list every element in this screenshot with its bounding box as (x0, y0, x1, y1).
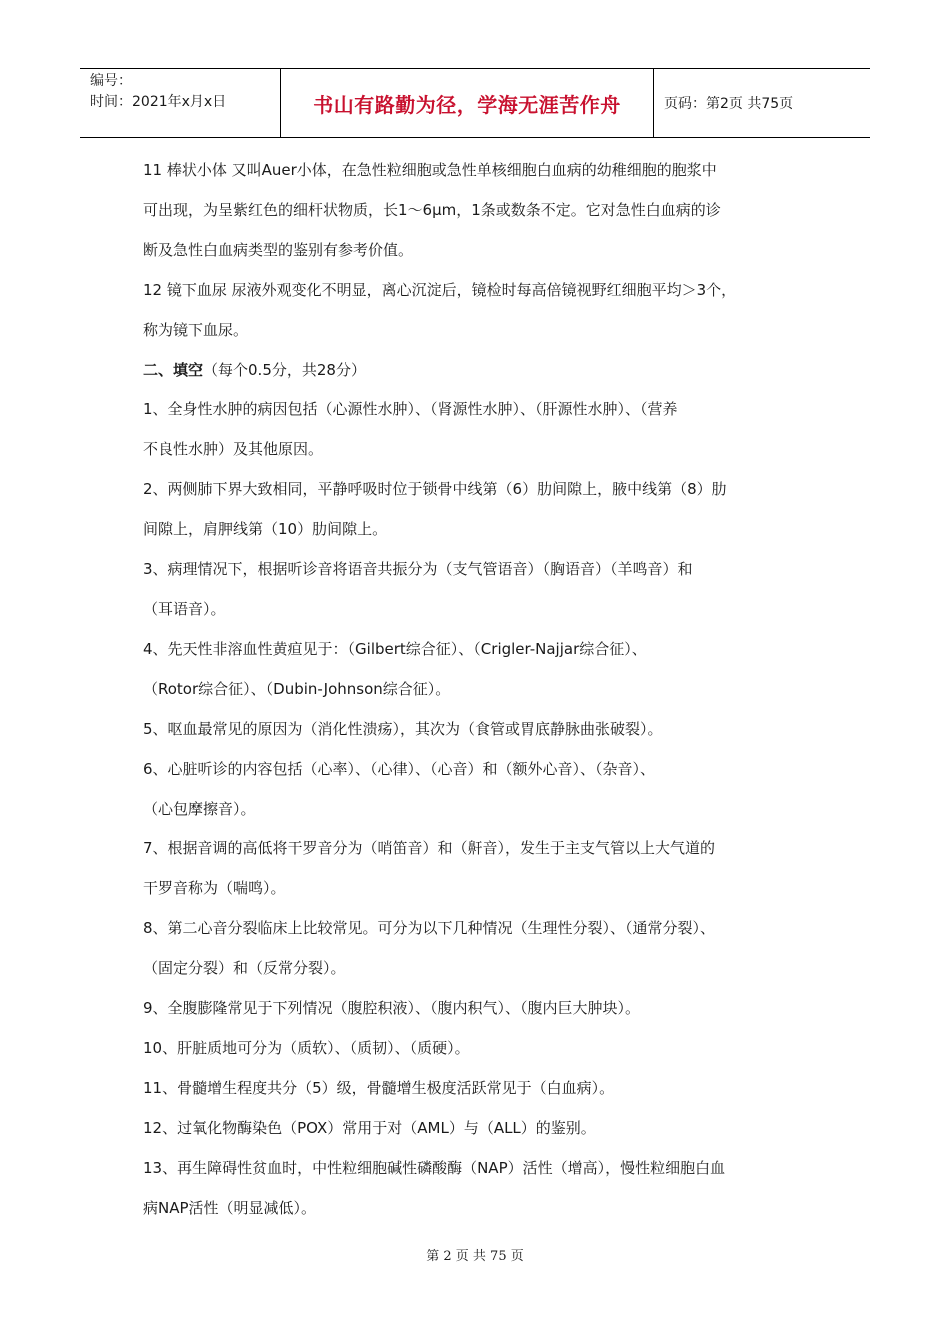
text-line: 11 棒状小体 又叫Auer小体，在急性粒细胞或急性单核细胞白血病的幼稚细胞的胞浆中 (143, 161, 717, 179)
text-line: 可出现，为呈紫红色的细杆状物质，长1～6μm，1条或数条不定。它对急性白血病的诊 (143, 200, 721, 219)
text-line: 断及急性白血病类型的鉴别有参考价值。 (143, 240, 414, 259)
text-line: 8、第二心音分裂临床上比较常见。可分为以下几种情况（生理性分裂）、（通常分裂）、 (143, 919, 716, 938)
date-label: 时间：2021年x月x日 (90, 94, 227, 110)
section-scoring: （每个0.5分，共28分） (203, 360, 366, 379)
text-line: （心包摩擦音）。 (143, 799, 256, 818)
header-meta (80, 69, 281, 137)
header-motto: 书山有路勤为径，学海无涯苦作舟 (281, 69, 654, 137)
text-line: 干罗音称为（喘鸣）。 (143, 879, 286, 898)
text-line: 间隙上，肩胛线第（10）肋间隙上。 (143, 520, 388, 539)
text-line: 7、根据音调的高低将干罗音分为（哨笛音）和（鼾音），发生于主支气管以上大气道的 (143, 839, 716, 858)
text-line: 病NAP活性（明显减低）。 (143, 1198, 317, 1217)
text-line: 1、全身性水肿的病因包括（心源性水肿）、（肾源性水肿）、（肝源性水肿）、（营养 (143, 400, 678, 419)
page-header (80, 68, 870, 138)
page-footer: 第 2 页 共 75 页 (426, 1249, 524, 1264)
text-line: 称为镜下血尿。 (143, 320, 249, 339)
text-line: 10、肝脏质地可分为（质软）、（质韧）、（质硬）。 (143, 1038, 470, 1057)
text-line: （固定分裂）和（反常分裂）。 (143, 959, 346, 978)
text-line: 3、病理情况下，根据听诊音将语音共振分为（支气管语音）（胸语音）（羊鸣音）和 (143, 560, 693, 579)
serial-label: 编号： (90, 73, 132, 89)
text-line: 2、两侧肺下界大致相同，平静呼吸时位于锁骨中线第（6）肋间隙上，腋中线第（8）肋 (143, 480, 727, 499)
text-line: 9、全腹膨隆常见于下列情况（腹腔积液）、（腹内积气）、（腹内巨大肿块）。 (143, 999, 641, 1018)
header-page-label: 页码：第2页 共75页 (664, 96, 794, 112)
text-line: 不良性水肿）及其他原因。 (143, 440, 324, 459)
text-line: 4、先天性非溶血性黄疸见于：（Gilbert综合征）、（Crigler-Najjar综合征）、 (143, 639, 647, 658)
text-line: 6、心脏听诊的内容包括（心率）、（心律）、（心音）和（额外心音）、（杂音）、 (143, 759, 656, 778)
text-line: 5、呕血最常见的原因为（消化性溃疡），其次为（食管或胃底静脉曲张破裂）。 (143, 719, 663, 738)
document-body (143, 151, 823, 1228)
text-line: 12 镜下血尿 尿液外观变化不明显，离心沉淀后，镜检时每高倍镜视野红细胞平均＞3个， (143, 280, 737, 299)
text-line: 11、骨髓增生程度共分（5）级，骨髓增生极度活跃常见于（白血病）。 (143, 1078, 615, 1097)
text-line: （Rotor综合征）、（Dubin-Johnson综合征）。 (143, 679, 451, 698)
section-heading: 二、填空 (143, 360, 204, 379)
text-line: 13、再生障碍性贫血时，中性粒细胞碱性磷酸酶（NAP）活性（增高），慢性粒细胞白血 (143, 1158, 726, 1177)
text-line: （耳语音）。 (143, 599, 226, 618)
text-line: 12、过氧化物酶染色（POX）常用于对（AML）与（ALL）的鉴别。 (143, 1118, 596, 1137)
section-heading-line (143, 351, 823, 391)
